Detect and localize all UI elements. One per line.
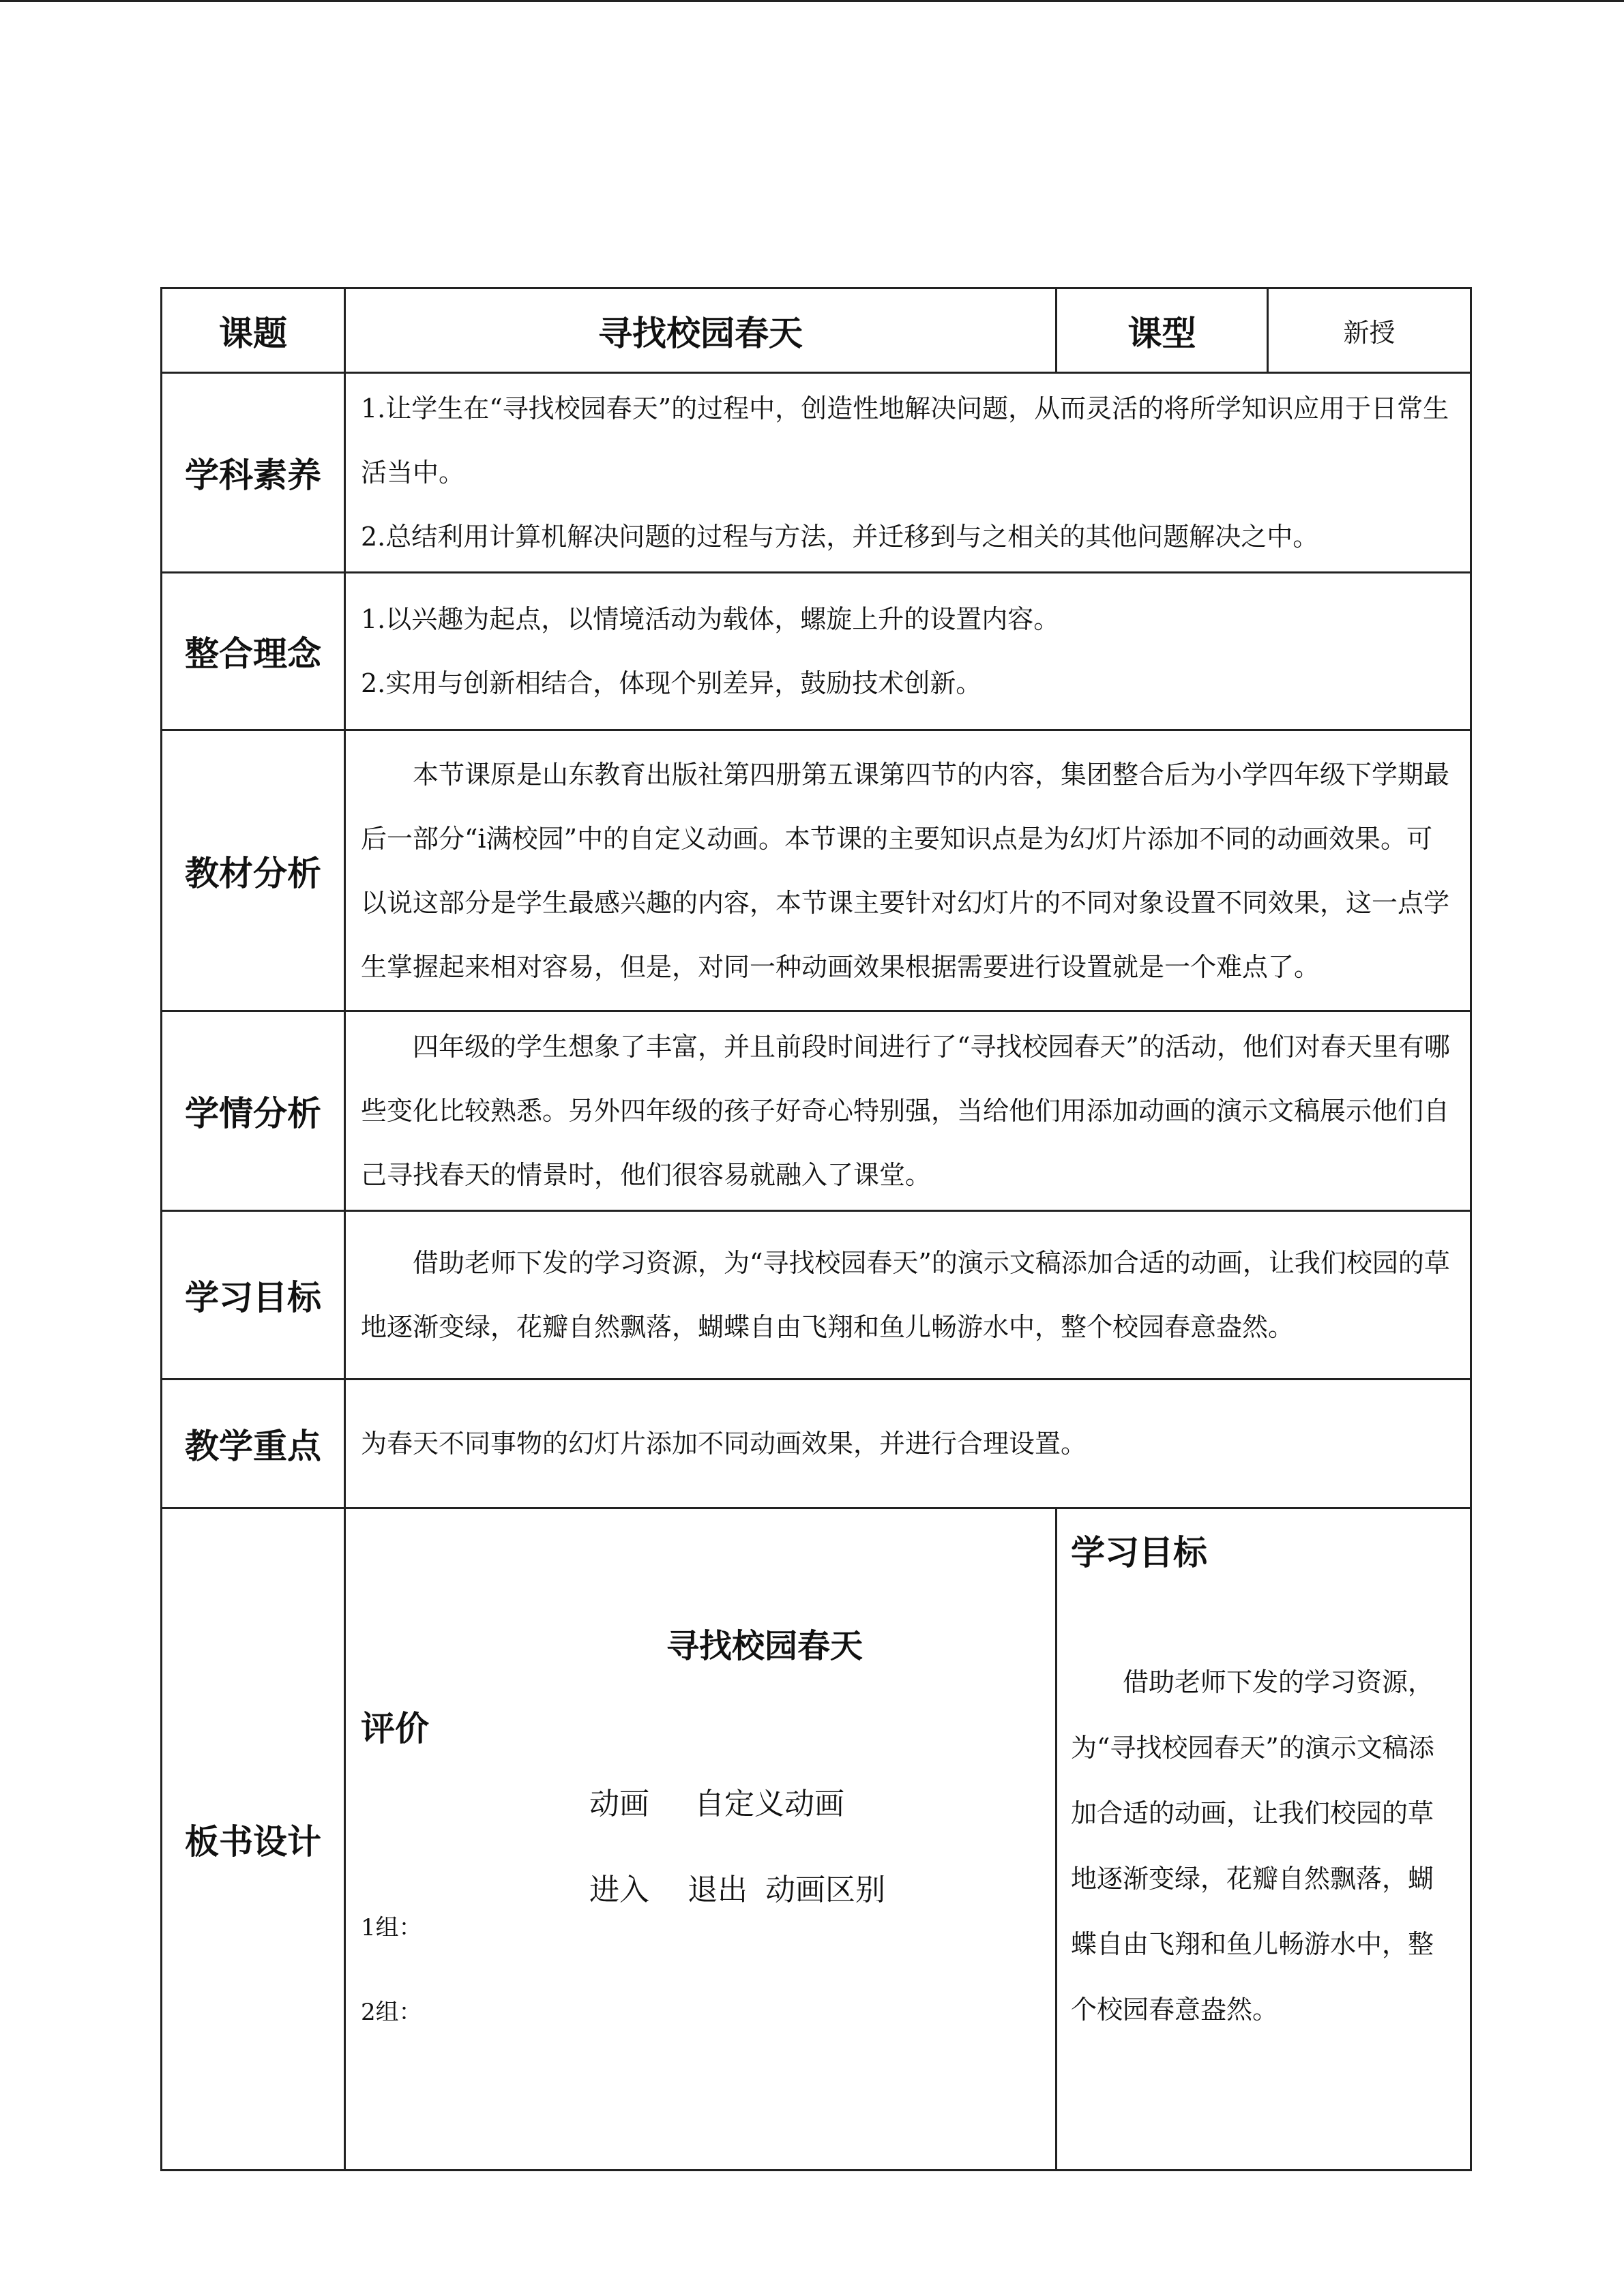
board-custom-animation: 自定义动画 <box>694 1787 844 1821</box>
objective-content <box>345 1211 1471 1380</box>
concept-row <box>162 573 1471 730</box>
focus-text: 为春天不同事物的幻灯片添加不同动画效果，并进行合理设置。 <box>361 1429 1087 1459</box>
objective-label: 学习目标 <box>162 1211 345 1380</box>
focus-row <box>162 1380 1471 1508</box>
board-group-2: 2组： <box>361 1999 422 2026</box>
material-content <box>345 730 1471 1011</box>
topic-value: 寻找校园春天 <box>345 288 1057 373</box>
board-group-1: 1组： <box>361 1914 422 1941</box>
literacy-line-2: 2.总结利用计算机解决问题的过程与方法，并迁移到与之相关的其他问题解决之中。 <box>361 522 1319 552</box>
board-goal-area <box>1057 1508 1471 2171</box>
page-top-border <box>0 0 1624 2</box>
board-row <box>162 1508 1471 2171</box>
board-label: 板书设计 <box>162 1508 345 2171</box>
board-title: 寻找校园春天 <box>666 1627 863 1665</box>
lesson-plan-table <box>160 287 1472 2171</box>
focus-content <box>345 1380 1471 1508</box>
objective-text: 借助老师下发的学习资源，为“寻找校园春天”的演示文稿添加合适的动画，让我们校园的草地逐渐变绿，花瓣自然飘落，蝴蝶自由飞翔和鱼儿畅游水中，整个校园春意盎然。 <box>361 1248 1450 1342</box>
concept-content <box>345 573 1471 730</box>
board-animation: 动画 <box>589 1787 649 1821</box>
board-exit: 退出 <box>688 1873 748 1907</box>
topic-label: 课题 <box>162 288 345 373</box>
header-row <box>162 288 1471 373</box>
literacy-content <box>345 373 1471 573</box>
board-row-entry <box>589 1865 885 1909</box>
concept-line-2: 2.实用与创新相结合，体现个别差异，鼓励技术创新。 <box>361 668 982 698</box>
material-label: 教材分析 <box>162 730 345 1011</box>
focus-label: 教学重点 <box>162 1380 345 1508</box>
board-difference: 动画区别 <box>765 1873 885 1907</box>
type-value: 新授 <box>1268 288 1471 373</box>
board-eval: 评价 <box>361 1709 429 1748</box>
students-content <box>345 1011 1471 1211</box>
material-text: 本节课原是山东教育出版社第四册第五课第四节的内容，集团整合后为小学四年级下学期最后一部分“i满校园”中的自定义动画。本节课的主要知识点是为幻灯片添加不同的动画效果。可以说这部分是学生最感兴趣的内容，本节课主要针对幻灯片的不同对象设置不同效果，这一点学生掌握起来相对容易，但是，对同一种动画效果根据需要进行设置就是一个难点了。 <box>361 759 1450 982</box>
board-design-area <box>345 1508 1057 2171</box>
concept-label: 整合理念 <box>162 573 345 730</box>
objective-row <box>162 1211 1471 1380</box>
students-label: 学情分析 <box>162 1011 345 1211</box>
literacy-line-1: 1.让学生在“寻找校园春天”的过程中，创造性地解决问题，从而灵活的将所学知识应用于日常生活当中。 <box>361 393 1449 488</box>
board-goal-text: 借助老师下发的学习资源，为“寻找校园春天”的演示文稿添加合适的动画，让我们校园的草地逐渐变绿，花瓣自然飘落，蝴蝶自由飞翔和鱼儿畅游水中，整个校园春意盎然。 <box>1071 1667 1434 2025</box>
concept-line-1: 1.以兴趣为起点，以情境活动为载体，螺旋上升的设置内容。 <box>361 604 1060 634</box>
students-row <box>162 1011 1471 1211</box>
literacy-row <box>162 373 1471 573</box>
literacy-label: 学科素养 <box>162 373 345 573</box>
students-text: 四年级的学生想象了丰富，并且前段时间进行了“寻找校园春天”的活动，他们对春天里有哪些变化比较熟悉。另外四年级的孩子好奇心特别强，当给他们用添加动画的演示文稿展示他们自己寻找春天的情景时，他们很容易就融入了课堂。 <box>361 1032 1450 1190</box>
type-label: 课型 <box>1057 288 1268 373</box>
material-row <box>162 730 1471 1011</box>
board-goal-heading: 学习目标 <box>1071 1533 1207 1572</box>
board-row-animation <box>589 1779 844 1823</box>
board-entry: 进入 <box>589 1873 649 1907</box>
